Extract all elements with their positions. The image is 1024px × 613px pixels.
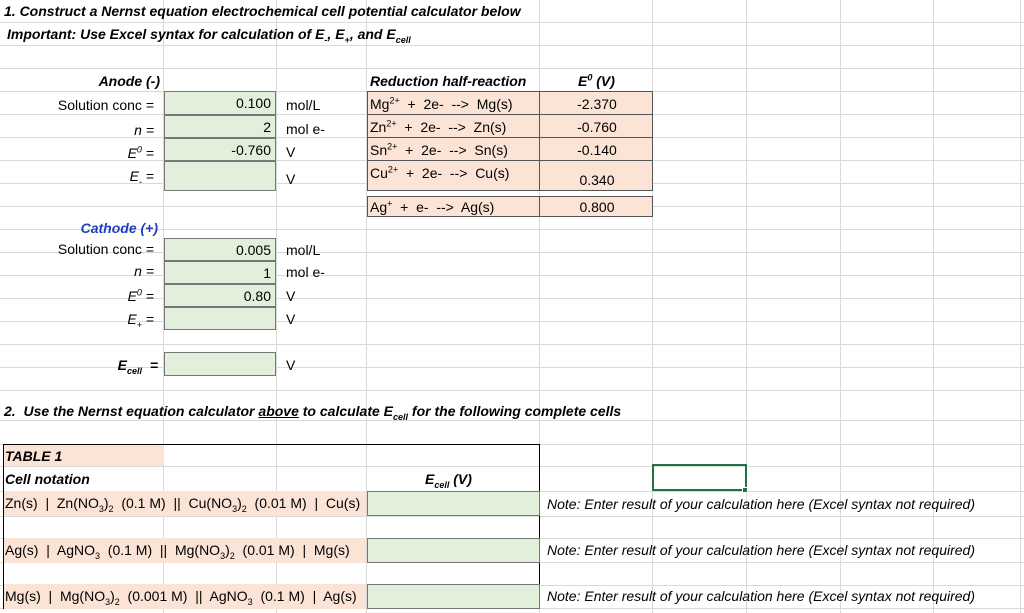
table1-ecell-input-1[interactable]: [367, 538, 540, 563]
anode-eminus-unit: V: [286, 171, 296, 187]
anode-conc-label: Solution conc =: [57, 97, 154, 113]
anode-title: Anode (-): [98, 73, 160, 89]
anode-n-unit: mol e-: [286, 121, 325, 137]
table1-row-2: Mg(s) | $Mg(NO_3)_2$ (0.001 M) || AgNO$_3$ (0.1 M) | Ag(s): [4, 584, 366, 609]
table1-note-2: Note: Enter result of your calculation here (Excel syntax not required): [547, 588, 975, 604]
e0-row-1: -0.760: [539, 114, 653, 138]
reaction-row-3: $Cu^{2+} + 2e-$ --> Cu(s): [367, 160, 540, 191]
table1-title-cell: TABLE 1: [4, 445, 164, 466]
ecell-label: $E_{cell}$ =: [117, 357, 158, 376]
table1-ecell-input-0[interactable]: [367, 491, 540, 516]
section1-title: 1. Construct a Nernst equation electrochemical cell potential calculator below: [4, 3, 521, 19]
sub-minus: -: [324, 34, 328, 45]
cathode-e0-unit: V: [286, 288, 296, 304]
cathode-title: Cathode (+): [80, 220, 158, 236]
anode-conc-unit: mol/L: [286, 97, 321, 113]
anode-eminus-cell[interactable]: [164, 161, 276, 191]
e0-row-3: 0.340: [539, 160, 653, 191]
cathode-n-cell[interactable]: [164, 261, 276, 284]
cathode-eplus-label: $E_+$ =: [127, 311, 154, 330]
table1-note-0: Note: Enter result of your calculation here (Excel syntax not required): [547, 496, 975, 512]
important-text: Important: Use Excel syntax for calculation of E: [7, 26, 325, 42]
e0-header: $E^0$ (V): [578, 72, 615, 89]
cathode-conc-cell[interactable]: [164, 238, 276, 261]
reaction-row-2: $Sn^{2+} + 2e-$ --> Sn(s): [367, 137, 540, 161]
important-note: [7, 25, 411, 43]
e0-row-2: -0.140: [539, 137, 653, 161]
col-ecell: $E_{cell}$ (V): [425, 471, 472, 490]
table1-row-1: Ag(s) | AgNO$_3$ (0.1 M) || $Mg(NO_3)_2$ (0.01 M) | Mg(s): [4, 538, 366, 563]
cathode-eplus-cell[interactable]: [164, 307, 276, 330]
important-and: , and E: [349, 26, 396, 42]
anode-n-label: n =: [134, 122, 154, 138]
e0-row-4: 0.800: [539, 196, 653, 217]
anode-e0-label: $E^0$ =: [127, 144, 154, 161]
cathode-conc-label: Solution conc =: [57, 241, 154, 257]
cathode-conc-value: 0.005: [235, 242, 271, 258]
cathode-n-value: 1: [263, 265, 271, 281]
e0-row-0: -2.370: [539, 91, 653, 115]
cathode-eplus-unit: V: [286, 311, 296, 327]
reaction-row-0: $Mg^{2+} + 2e-$ --> Mg(s): [367, 91, 540, 115]
anode-n-cell[interactable]: [164, 115, 276, 138]
reaction-row-1: $Zn^{2+} + 2e-$ --> Zn(s): [367, 114, 540, 138]
sub-cell: cell: [395, 34, 411, 45]
sub-plus: +: [344, 34, 350, 45]
cathode-conc-unit: mol/L: [286, 242, 321, 258]
important-mid: , E: [327, 26, 345, 42]
cathode-n-label: n =: [134, 263, 154, 279]
cathode-e0-value: 0.80: [243, 288, 271, 304]
cathode-n-unit: mol e-: [286, 264, 325, 280]
anode-e0-value: -0.760: [231, 142, 271, 158]
reduction-header: Reduction half-reaction: [370, 73, 527, 89]
anode-n-value: 2: [263, 119, 271, 135]
table1-row-0: Zn(s) | $Zn(NO_3)_2$ (0.1 M) || $Cu(NO_3)_2$ (0.01 M) | Cu(s): [4, 491, 366, 516]
anode-e0-cell[interactable]: [164, 138, 276, 161]
ecell-cell[interactable]: [164, 352, 276, 376]
cathode-e0-cell[interactable]: [164, 284, 276, 307]
col-cell-notation: Cell notation: [5, 471, 90, 487]
ecell-unit: V: [286, 357, 296, 373]
cathode-e0-label: $E^0$ =: [127, 287, 154, 304]
anode-conc-cell[interactable]: [164, 91, 276, 115]
anode-e0-unit: V: [286, 144, 296, 160]
fill-handle[interactable]: [742, 487, 748, 493]
anode-conc-value: 0.100: [235, 95, 271, 111]
active-cell-selection[interactable]: [652, 464, 747, 491]
table1-note-1: Note: Enter result of your calculation here (Excel syntax not required): [547, 542, 975, 558]
anode-eminus-label: $E_-$ =: [129, 168, 154, 187]
reaction-row-4: Ag+ + e- --> Ag(s): [367, 196, 540, 217]
section2-title: 2. Use the Nernst equation calculator above to calculate $E_{cell}$ for the following complete cells: [4, 403, 622, 422]
table1-ecell-input-2[interactable]: [367, 584, 540, 609]
